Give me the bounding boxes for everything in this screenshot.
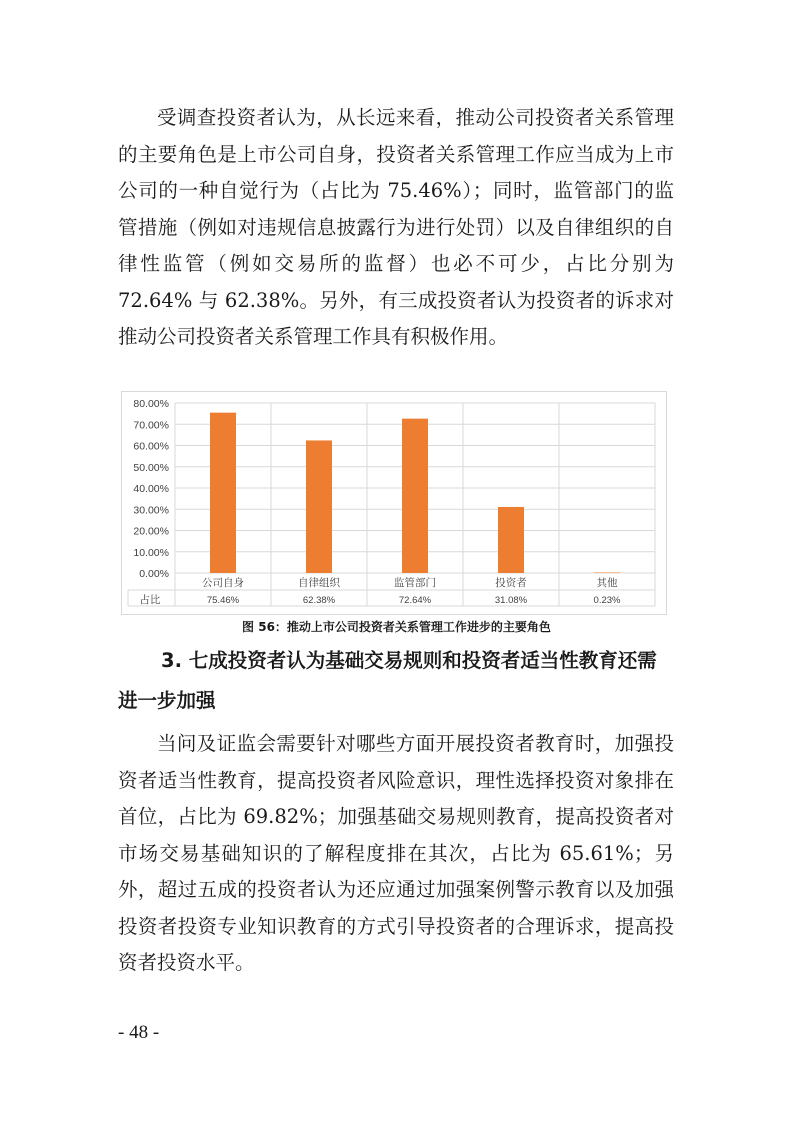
bar [402, 419, 428, 573]
paragraph-education [118, 726, 674, 982]
y-tick-label: 60.00% [133, 440, 169, 453]
category-label: 公司自身 [202, 577, 244, 589]
bar-chart [121, 391, 667, 615]
bar [498, 507, 524, 573]
bar [306, 440, 332, 573]
section-heading-line2: 进一步加强 [118, 689, 216, 712]
table-row-label: 占比 [139, 594, 161, 606]
category-label: 其他 [596, 577, 618, 589]
y-tick-label: 70.00% [133, 419, 169, 432]
y-tick-label: 0.00% [139, 568, 169, 580]
value-label: 72.64% [398, 595, 432, 606]
y-tick-label: 40.00% [133, 483, 169, 495]
bar-chart-svg [122, 392, 666, 614]
y-tick-label: 80.00% [133, 398, 169, 410]
section-heading [118, 641, 674, 721]
bar [210, 413, 236, 573]
value-label: 75.46% [206, 595, 240, 606]
value-label: 62.38% [302, 595, 336, 606]
y-tick-label: 30.00% [133, 504, 169, 517]
y-tick-label: 20.00% [133, 525, 169, 538]
y-tick-label: 50.00% [133, 461, 169, 474]
category-label: 投资者 [495, 577, 527, 589]
paragraph-education-text: 当问及证监会需要针对哪些方面开展投资者教育时，加强投资者适当性教育，提高投资者风险意识，理性选择投资对象排在首位，占比为 69.82%；加强基础交易规则教育，提高投资者对市场交易基础知识的了解程度排在其次，占比为 65.61%；另外，超过五成的投资者认为还应通过加强案例警示教育以及加强投资者投资专业知识教育的方式引导投资者的合理诉求，提高投资者投资水平。 [118, 732, 674, 974]
figure-caption: 图 56：推动上市公司投资者关系管理工作进步的主要角色 [242, 620, 551, 634]
paragraph-intro-text: 受调查投资者认为，从长远来看，推动公司投资者关系管理的主要角色是上市公司自身，投资者关系管理工作应当成为上市公司的一种自觉行为（占比为 75.46%）；同时，监管部门的监管措施（例如对违规信息披露行为进行处罚）以及自律组织的自律性监管（例如交易所的监督）也必不可少，占比分别为 72.64% 与 62.38%。另外，有三成投资者认为投资者的诉求对推动公司投资者关系管理工作具有积极作用。 [118, 106, 674, 348]
value-label: 31.08% [494, 595, 528, 606]
category-label: 监管部门 [394, 577, 436, 589]
section-heading-line1: 3. 七成投资者认为基础交易规则和投资者适当性教育还需 [161, 649, 657, 672]
paragraph-intro [118, 100, 674, 356]
bar [594, 573, 620, 574]
page-number: - 48 - [118, 1022, 160, 1043]
value-label: 0.23% [593, 595, 621, 606]
y-tick-label: 10.00% [133, 546, 169, 559]
category-label: 自律组织 [298, 577, 340, 589]
